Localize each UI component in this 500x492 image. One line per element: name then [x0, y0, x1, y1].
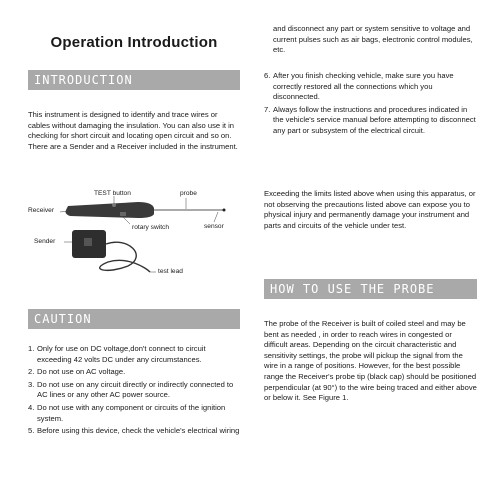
list-item: 1. Only for use on DC voltage,don't connect to circuit exceeding 42 volts DC under any circumstances.: [28, 344, 206, 364]
list-item: 6. After you finish checking vehicle, make sure you have correctly restored all the connections which you disconnected.: [264, 71, 454, 102]
label-sensor: sensor: [204, 223, 224, 230]
label-receiver: Receiver: [28, 207, 55, 214]
label-test-button: TEST button: [94, 190, 131, 197]
label-probe: probe: [180, 190, 197, 197]
caution-warning-text: Exceeding the limits listed above when using this apparatus, or not observing the precautions listed above can expose you to physical injury and permanently damage your instrument and parts and circuits of the vehicle under test.: [264, 189, 476, 230]
caution-list-continued: [264, 71, 477, 137]
rotary-switch-shape: [120, 212, 126, 216]
list-item: 4. Do not use with any component or circuits of the ignition system.: [28, 402, 226, 423]
list-item: 7. Always follow the instructions and procedures indicated in the vehicle's service manual before attempting to disconnect any part or subsystem of the electrical circuit.: [264, 104, 476, 135]
list-item: 3. Do not use on any circuit directly or indirectly connected to AC lines or any other AC power source.: [28, 379, 234, 400]
receiver-body: [66, 202, 155, 218]
label-rotary-switch: rotary switch: [132, 224, 170, 231]
device-diagram: [28, 186, 240, 282]
device-illustration: [28, 186, 240, 282]
caution-list: [28, 344, 240, 437]
probe-text: The probe of the Receiver is built of coiled steel and may be bent as needed , in order to reach wires in congested or difficult areas. Depending on the circuit characteristic and sensitivity settings, the probe will pickup the signal from the wire in a range of positions. However, for the best possible range the Receiver's probe tip (black cap) should be positioned perpendicular (at 90°) to the wire being traced and either above or below it. See Figure 1.: [264, 319, 477, 403]
sensor-tip: [223, 209, 226, 212]
list-item: 5. Before using this device, check the vehicle's electrical wiring: [28, 426, 240, 436]
section-heading-probe: HOW TO USE THE PROBE: [264, 279, 477, 299]
caution-continued-text: and disconnect any part or system sensitive to voltage and current pulses such as air bags, electronic control modules, etc.: [273, 24, 473, 55]
section-heading-introduction: INTRODUCTION: [28, 70, 240, 90]
label-test-lead: test lead: [158, 268, 183, 275]
list-item: 2. Do not use on AC voltage.: [28, 367, 126, 377]
test-button-shape: [112, 203, 116, 207]
test-lead-cable: [100, 242, 150, 272]
label-sender: Sender: [34, 238, 56, 245]
page-title: Operation Introduction: [50, 34, 218, 51]
introduction-text: This instrument is designed to identify and trace wires or cables without damaging the insulation. You can also use it in checking for short circuit and locating open circuit and so on. There are a Sender and a Receiver included in the instrument.: [28, 110, 238, 151]
section-heading-caution: CAUTION: [28, 309, 240, 329]
